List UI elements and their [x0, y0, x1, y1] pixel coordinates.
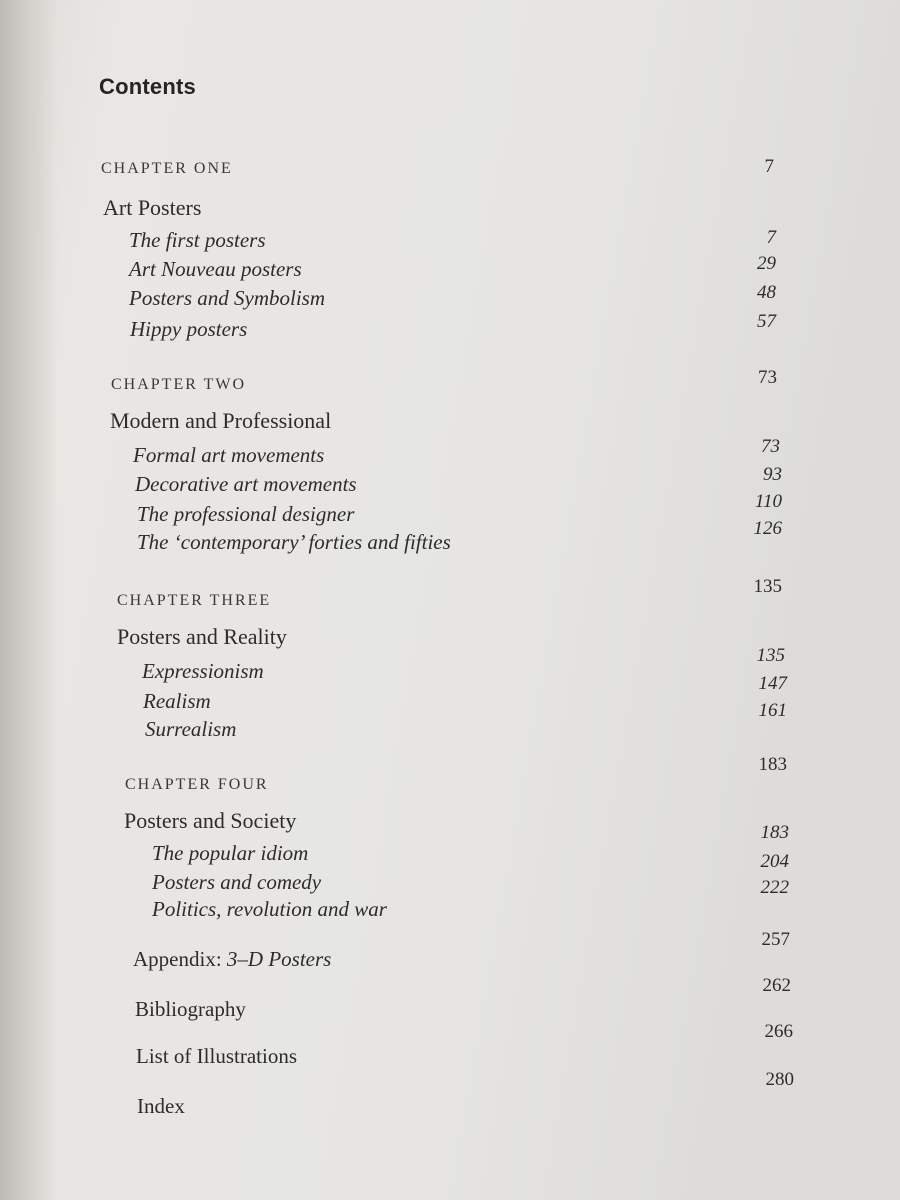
chapter-title: Posters and Reality — [117, 624, 287, 649]
section-page: 7 — [766, 227, 776, 248]
section-page: 110 — [754, 491, 782, 512]
section-page: 73 — [761, 436, 780, 457]
section-title: The first posters — [129, 228, 266, 252]
index-page: 280 — [765, 1069, 794, 1090]
chapter-label: CHAPTER ONE — [101, 160, 233, 177]
section-title: Art Nouveau posters — [129, 257, 302, 281]
list-of-illustrations-title: List of Illustrations — [136, 1044, 297, 1068]
section-title: Hippy posters — [130, 317, 248, 341]
section-title: The ‘contemporary’ forties and fifties — [137, 530, 451, 554]
section-page: 93 — [763, 464, 782, 485]
section-page: 161 — [758, 700, 787, 721]
list-of-illustrations-page: 266 — [764, 1021, 793, 1042]
chapter-page: 73 — [758, 367, 777, 388]
section-title: Posters and Symbolism — [129, 286, 325, 310]
section-title: Formal art movements — [133, 443, 325, 467]
section-title: Realism — [143, 689, 211, 713]
section-title: Expressionism — [142, 659, 264, 683]
section-page: 183 — [760, 822, 789, 843]
chapter-title: Posters and Society — [124, 808, 297, 833]
section-title: Politics, revolution and war — [152, 897, 387, 921]
bibliography-page: 262 — [762, 975, 791, 996]
index-title: Index — [137, 1094, 185, 1118]
section-page: 48 — [757, 282, 776, 303]
section-title: The professional designer — [137, 502, 355, 526]
chapter-page: 135 — [753, 576, 782, 597]
chapter-label: CHAPTER THREE — [117, 592, 272, 609]
section-page: 147 — [758, 673, 787, 694]
section-title: Surrealism — [145, 717, 237, 741]
section-page: 222 — [760, 877, 789, 898]
section-page: 57 — [757, 311, 776, 332]
section-title: Decorative art movements — [135, 472, 357, 496]
page-title: Contents — [99, 74, 196, 99]
chapter-title: Modern and Professional — [110, 408, 332, 433]
chapter-page: 183 — [758, 754, 787, 775]
chapter-label: CHAPTER TWO — [111, 376, 247, 393]
appendix-subtitle: 3–D Posters — [226, 947, 332, 971]
section-page: 204 — [760, 851, 789, 872]
appendix-prefix: Appendix: — [133, 947, 227, 971]
appendix-page: 257 — [761, 929, 790, 950]
section-page: 126 — [753, 518, 782, 539]
section-title: Posters and comedy — [152, 870, 322, 894]
chapter-label: CHAPTER FOUR — [125, 776, 269, 793]
bibliography-title: Bibliography — [135, 997, 246, 1021]
section-title: The popular idiom — [152, 841, 309, 865]
appendix-title — [133, 947, 331, 972]
chapter-page: 7 — [764, 156, 774, 177]
page-edge — [0, 0, 58, 1200]
chapter-title: Art Posters — [103, 195, 202, 220]
section-page: 29 — [757, 253, 776, 274]
section-page: 135 — [756, 645, 785, 666]
